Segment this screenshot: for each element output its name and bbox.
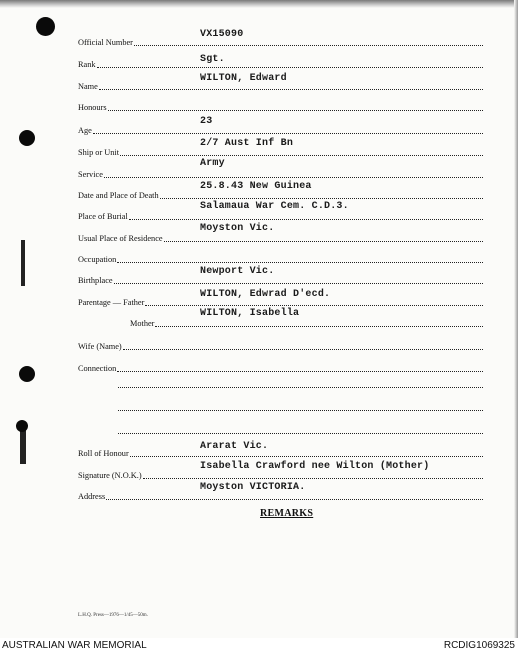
field-mother [130,315,483,329]
field-label: Name [78,82,98,91]
field-label: Service [78,170,103,179]
field-value: Sgt. [200,54,225,65]
scan-edge-top [0,0,518,8]
field-label: Wife (Name) [78,342,122,351]
field-occupation [78,251,483,265]
field-value: WILTON, Isabella [200,308,300,319]
field-age [78,122,483,136]
field-value: Army [200,158,225,169]
footer-bar [0,638,518,654]
field-value: Moyston VICTORIA. [200,482,306,493]
connection-line [118,409,483,411]
field-label: Official Number [78,38,133,47]
field-value: Isabella Crawford nee Wilton (Mother) [200,461,430,472]
field-label: Place of Burial [78,212,128,221]
field-label: Ship or Unit [78,148,120,157]
field-label: Connection [78,364,117,373]
field-value: 2/7 Aust Inf Bn [200,138,294,149]
field-rank [78,56,483,70]
binder-mark [21,240,25,286]
field-wife [78,338,483,352]
footer-record-id: RCDIG1069325 [443,640,515,651]
field-connection [78,360,483,374]
punch-hole-icon [19,130,35,146]
field-birthplace [78,272,483,286]
field-value: Moyston Vic. [200,223,275,234]
field-label: Signature (N.O.K.) [78,471,142,480]
field-label: Age [78,126,92,135]
field-label: Parentage — Father [78,298,145,307]
field-label: Roll of Honour [78,449,129,458]
field-label: Date and Place of Death [78,191,159,200]
connection-line [118,386,483,388]
field-label: Occupation [78,255,117,264]
punch-hole-icon [19,366,35,382]
punch-hole-icon [36,17,55,36]
field-value: 25.8.43 New Guinea [200,181,312,192]
connection-line [118,432,483,434]
field-honours [78,99,483,113]
field-service [78,166,483,180]
printer-imprint: L.H.Q. Press—1976—1/45—50m. [78,613,148,618]
field-value: WILTON, Edwrad D'ecd. [200,289,331,300]
field-label: Usual Place of Residence [78,234,163,243]
field-label: Address [78,492,106,501]
footer-institution: AUSTRALIAN WAR MEMORIAL [2,640,147,651]
field-usual-residence [78,230,483,244]
field-roll-of-honour [78,445,483,459]
field-label: Mother [130,319,155,328]
field-value: Salamaua War Cem. C.D.3. [200,201,349,212]
punch-hole-icon [16,420,28,432]
field-label: Rank [78,60,96,69]
field-value: Newport Vic. [200,266,275,277]
scan-edge-right [514,0,518,638]
field-label: Honours [78,103,107,112]
field-value: 23 [200,116,213,127]
field-value: Ararat Vic. [200,441,269,452]
field-label: Birthplace [78,276,113,285]
field-value: WILTON, Edward [200,73,287,84]
remarks-heading: REMARKS [260,508,314,519]
field-value: VX15090 [200,29,244,40]
binder-mark [20,428,26,464]
field-official-number [78,34,483,48]
